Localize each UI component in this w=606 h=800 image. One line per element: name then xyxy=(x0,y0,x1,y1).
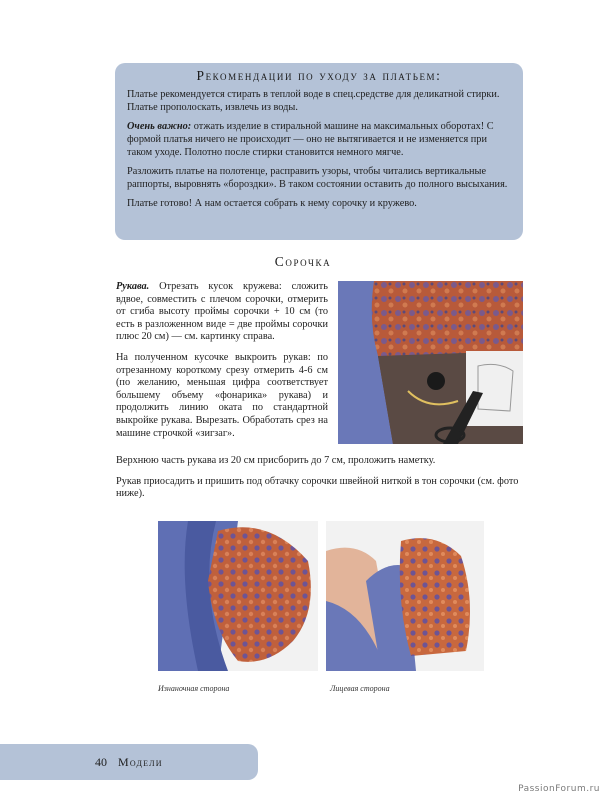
sleeve-paragraph-gather: Верхнюю часть рукава из 20 см присборить до 7 см, проложить наметку. xyxy=(116,455,436,466)
care-title: Рекомендации по уходу за платьем: xyxy=(196,68,442,83)
care-paragraph-wash: Платье рекомендуется стирать в теплой воде в спец.средстве для деликатной стирки. Платье прополоскать, извлечь из воды. xyxy=(127,89,500,113)
sleeve-paragraph-attach: Рукав приосадить и пришить под обтачку сорочки швейной ниткой в тон сорочки (см. фото ниже). xyxy=(116,475,519,500)
sleeve-inside-photo xyxy=(158,521,318,671)
watermark: PassionForum.ru xyxy=(518,784,600,794)
sleeve-instructions xyxy=(116,281,328,448)
care-paragraph-spin xyxy=(127,120,511,159)
caption-outside: Лицевая сторона xyxy=(330,684,390,693)
page-number: 40 xyxy=(95,755,107,769)
sleeve-paragraph-cut-text: Отрезать кусок кружева: сложить вдвое, совместить с плечом сорочки, отмерить от сгиба высоту проймы сорочки + 10 см (то есть в разложенном виде = две проймы сорочки плюс 20 см) — см. картинку справа. xyxy=(116,281,328,343)
sleeve-paragraph-pattern: На полученном кусочке выкроить рукав: по отрезанному короткому срезу отмерить 4-6 см (по желанию, меньшая цифра соответствует большему объему «фонарика» рукава) и продолжить линию оката по стандартной выкройке рукава. Вырезать. Обработать срез на машине строчкой «зигзаг». xyxy=(116,351,328,439)
important-lead: Очень важно: xyxy=(127,121,192,132)
sleeve-continuation xyxy=(116,455,524,509)
sleeve-lead: Рукава. xyxy=(116,281,150,292)
care-paragraph-spin-text: отжать изделие в стиральной машине на максимальных оборотах! С формой платья ничего не происходит — оно не вытягивается и не изменяется при таком уходе. Полотно после стирки становится немного мягче. xyxy=(127,121,494,158)
footer-section: Модели xyxy=(118,755,163,769)
care-recommendations-box xyxy=(115,63,523,240)
section-title: Сорочка xyxy=(274,254,332,269)
lace-cutting-photo xyxy=(338,281,523,444)
care-paragraph-dry: Разложить платье на полотенце, расправить узоры, чтобы читались вертикальные раппорты, выровнять «бороздки». В таком состоянии оставить до полного высыхания. xyxy=(127,166,508,190)
sleeve-paragraph-cut xyxy=(116,281,328,344)
caption-inside: Изнаночная сторона xyxy=(158,684,230,693)
sleeve-outside-photo xyxy=(326,521,484,671)
care-paragraph-ready: Платье готово! А нам остается собрать к нему сорочку и кружево. xyxy=(127,198,417,209)
